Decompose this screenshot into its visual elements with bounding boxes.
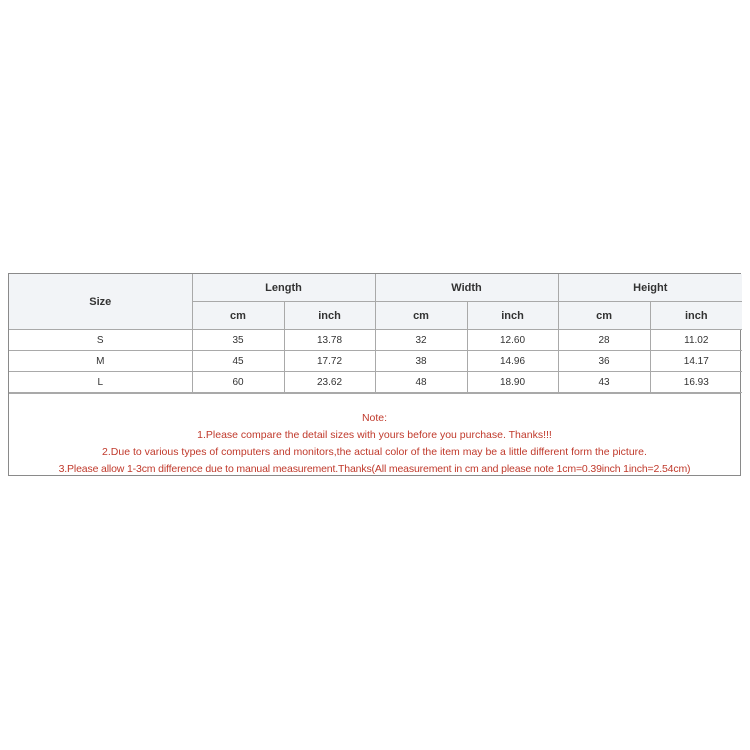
value-cell: 32 (375, 330, 467, 351)
value-cell: 14.17 (650, 351, 742, 372)
unit-header: inch (650, 302, 742, 330)
value-cell: 43 (558, 372, 650, 393)
note-line-2: 2.Due to various types of computers and monitors,the actual color of the item may be a little different form the picture. (102, 446, 647, 458)
size-column-header: Size (9, 274, 192, 330)
size-table (9, 274, 742, 393)
value-cell: 28 (558, 330, 650, 351)
height-header: Height (558, 274, 742, 302)
length-header: Length (192, 274, 375, 302)
unit-header: inch (284, 302, 375, 330)
value-cell: 60 (192, 372, 284, 393)
notes-section (9, 393, 740, 478)
unit-header: cm (192, 302, 284, 330)
value-cell: 48 (375, 372, 467, 393)
table-row (9, 351, 742, 372)
value-cell: 14.96 (467, 351, 558, 372)
value-cell: 12.60 (467, 330, 558, 351)
size-chart (8, 273, 741, 476)
value-cell: 23.62 (284, 372, 375, 393)
unit-header: cm (558, 302, 650, 330)
size-cell: L (9, 372, 192, 393)
value-cell: 17.72 (284, 351, 375, 372)
value-cell: 45 (192, 351, 284, 372)
note-title: Note: (361, 412, 388, 424)
value-cell: 36 (558, 351, 650, 372)
unit-header: cm (375, 302, 467, 330)
size-cell: M (9, 351, 192, 372)
width-header: Width (375, 274, 558, 302)
note-line-3: 3.Please allow 1-3cm difference due to manual measurement.Thanks(All measurement in cm and please note 1cm=0.39inch 1inch=2.54cm) (58, 463, 691, 475)
note-line-1: 1.Please compare the detail sizes with yours before you purchase. Thanks!!! (197, 429, 552, 441)
value-cell: 18.90 (467, 372, 558, 393)
value-cell: 35 (192, 330, 284, 351)
header-row-groups (9, 274, 742, 302)
table-row (9, 372, 742, 393)
size-cell: S (9, 330, 192, 351)
value-cell: 38 (375, 351, 467, 372)
table-row (9, 330, 742, 351)
value-cell: 13.78 (284, 330, 375, 351)
unit-header: inch (467, 302, 558, 330)
value-cell: 16.93 (650, 372, 742, 393)
value-cell: 11.02 (650, 330, 742, 351)
